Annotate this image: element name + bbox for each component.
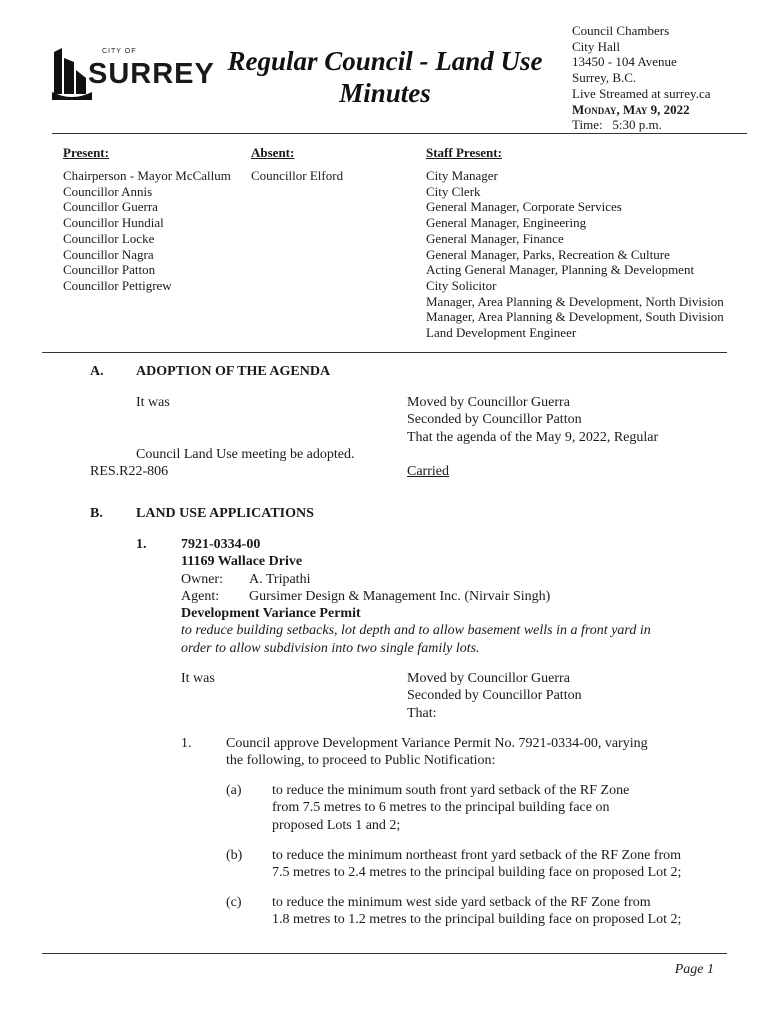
location-line: City Hall bbox=[572, 38, 621, 54]
section-b-letter: B. bbox=[90, 506, 103, 521]
subpoint-line: to reduce the minimum northeast front yard setback of the RF Zone from bbox=[272, 848, 682, 863]
subpoint-line: from 7.5 metres to 6 metres to the principal building face on bbox=[272, 800, 610, 816]
logo-city-text: CITY OF bbox=[102, 48, 137, 55]
present-heading: Present: bbox=[63, 145, 109, 160]
page-title bbox=[220, 45, 550, 109]
point-line: the following, to proceed to Public Notification: bbox=[226, 753, 496, 769]
subpoint-label: (c) bbox=[226, 895, 242, 910]
moved-text: Moved by Councillor Guerra bbox=[407, 395, 570, 410]
section-a-heading: ADOPTION OF THE AGENDA bbox=[136, 364, 331, 379]
footer-divider bbox=[42, 953, 727, 954]
header-divider bbox=[52, 133, 747, 134]
it-was-text: It was bbox=[136, 395, 170, 410]
meeting-location bbox=[572, 23, 710, 133]
list-item: General Manager, Finance bbox=[426, 230, 564, 246]
list-item: Councillor Guerra bbox=[63, 199, 158, 215]
list-item: Chairperson - Mayor McCallum bbox=[63, 168, 231, 183]
time-label: Time: bbox=[572, 117, 603, 133]
location-line: 13450 - 104 Avenue bbox=[572, 54, 677, 70]
list-item: Councillor Pettigrew bbox=[63, 277, 172, 293]
agent-label: Agent: bbox=[181, 588, 220, 604]
moved-by bbox=[407, 394, 658, 446]
list-item: City Clerk bbox=[426, 183, 481, 199]
surrey-logo-icon bbox=[52, 48, 92, 102]
logo-name-text: SURREY bbox=[88, 58, 215, 90]
list-item: General Manager, Engineering bbox=[426, 215, 587, 231]
subpoint-text bbox=[272, 847, 681, 882]
subpoint-label: (b) bbox=[226, 848, 243, 863]
absent-heading: Absent: bbox=[251, 145, 295, 160]
list-item: Manager, Area Planning & Development, North Division bbox=[426, 293, 724, 309]
surrey-logo bbox=[52, 48, 215, 102]
list-item: Acting General Manager, Planning & Development bbox=[426, 262, 695, 278]
list-item: Councillor Elford bbox=[251, 168, 344, 183]
list-item: City Manager bbox=[426, 168, 498, 183]
subpoint-line: 1.8 metres to 1.2 metres to the principal building face on proposed Lot 2; bbox=[272, 912, 682, 928]
motion-continuation: Council Land Use meeting be adopted. bbox=[136, 447, 355, 462]
section-a-letter: A. bbox=[90, 364, 104, 379]
location-line: Live Streamed at surrey.ca bbox=[572, 85, 711, 101]
meeting-date: Monday, May 9, 2022 bbox=[572, 101, 690, 117]
staff-list bbox=[426, 168, 724, 341]
moved-by bbox=[407, 670, 582, 722]
that-text: That: bbox=[407, 705, 437, 721]
point-line: Council approve Development Variance Permit No. 7921-0334-00, varying bbox=[226, 736, 648, 751]
location-line: Surrey, B.C. bbox=[572, 70, 637, 86]
purpose-line: to reduce building setbacks, lot depth and to allow basement wells in a front yard in bbox=[181, 623, 651, 639]
list-item: Councillor Locke bbox=[63, 230, 155, 246]
list-item: Land Development Engineer bbox=[426, 325, 577, 341]
list-item: Councillor Nagra bbox=[63, 246, 154, 262]
list-item: General Manager, Corporate Services bbox=[426, 199, 622, 215]
present-list bbox=[63, 168, 231, 294]
point-number: 1. bbox=[181, 736, 192, 751]
seconded-text: Seconded by Councillor Patton bbox=[407, 688, 582, 704]
time-value: 5:30 p.m. bbox=[612, 117, 662, 133]
it-was-text: It was bbox=[181, 671, 215, 686]
section-b-heading: LAND USE APPLICATIONS bbox=[136, 506, 314, 521]
page-number: Page 1 bbox=[674, 962, 714, 977]
subpoint-text bbox=[272, 782, 629, 834]
list-item: Councillor Hundial bbox=[63, 215, 164, 231]
owner-label: Owner: bbox=[181, 571, 223, 587]
application-details bbox=[181, 536, 651, 657]
carried-label: Carried bbox=[407, 464, 449, 479]
moved-text: Moved by Councillor Guerra bbox=[407, 671, 570, 686]
title-line-2: Minutes bbox=[339, 78, 431, 108]
property-address: 11169 Wallace Drive bbox=[181, 554, 303, 570]
owner-line bbox=[181, 571, 651, 588]
owner-name: A. Tripathi bbox=[249, 571, 311, 587]
meeting-time bbox=[572, 117, 710, 133]
list-item: City Solicitor bbox=[426, 277, 497, 293]
item-number: 1. bbox=[136, 537, 147, 552]
subpoint-line: 7.5 metres to 2.4 metres to the principal building face on proposed Lot 2; bbox=[272, 865, 682, 881]
list-item: Manager, Area Planning & Development, South Division bbox=[426, 309, 724, 325]
location-line: Council Chambers bbox=[572, 23, 670, 38]
subpoint-line: to reduce the minimum west side yard setback of the RF Zone from bbox=[272, 895, 651, 910]
seconded-text: Seconded by Councillor Patton bbox=[407, 412, 582, 428]
subpoint-line: proposed Lots 1 and 2; bbox=[272, 817, 401, 833]
agent-name: Gursimer Design & Management Inc. (Nirvair Singh) bbox=[249, 588, 551, 604]
subpoint-label: (a) bbox=[226, 783, 242, 798]
list-item: Councillor Annis bbox=[63, 183, 153, 199]
purpose-line: order to allow subdivision into two single family lots. bbox=[181, 640, 480, 656]
attendance-divider bbox=[42, 352, 727, 353]
list-item: Councillor Patton bbox=[63, 262, 156, 278]
resolution-number: RES.R22-806 bbox=[90, 464, 169, 479]
list-item: General Manager, Parks, Recreation & Culture bbox=[426, 246, 670, 262]
motion-text: That the agenda of the May 9, 2022, Regular bbox=[407, 429, 659, 445]
agent-line bbox=[181, 588, 651, 605]
point-text bbox=[226, 735, 648, 770]
file-number: 7921-0334-00 bbox=[181, 537, 261, 552]
permit-type: Development Variance Permit bbox=[181, 606, 361, 622]
title-line-1: Regular Council - Land Use bbox=[227, 46, 543, 76]
subpoint-line: to reduce the minimum south front yard setback of the RF Zone bbox=[272, 783, 630, 798]
staff-heading: Staff Present: bbox=[426, 145, 502, 160]
absent-list bbox=[251, 168, 343, 184]
subpoint-text bbox=[272, 894, 681, 929]
